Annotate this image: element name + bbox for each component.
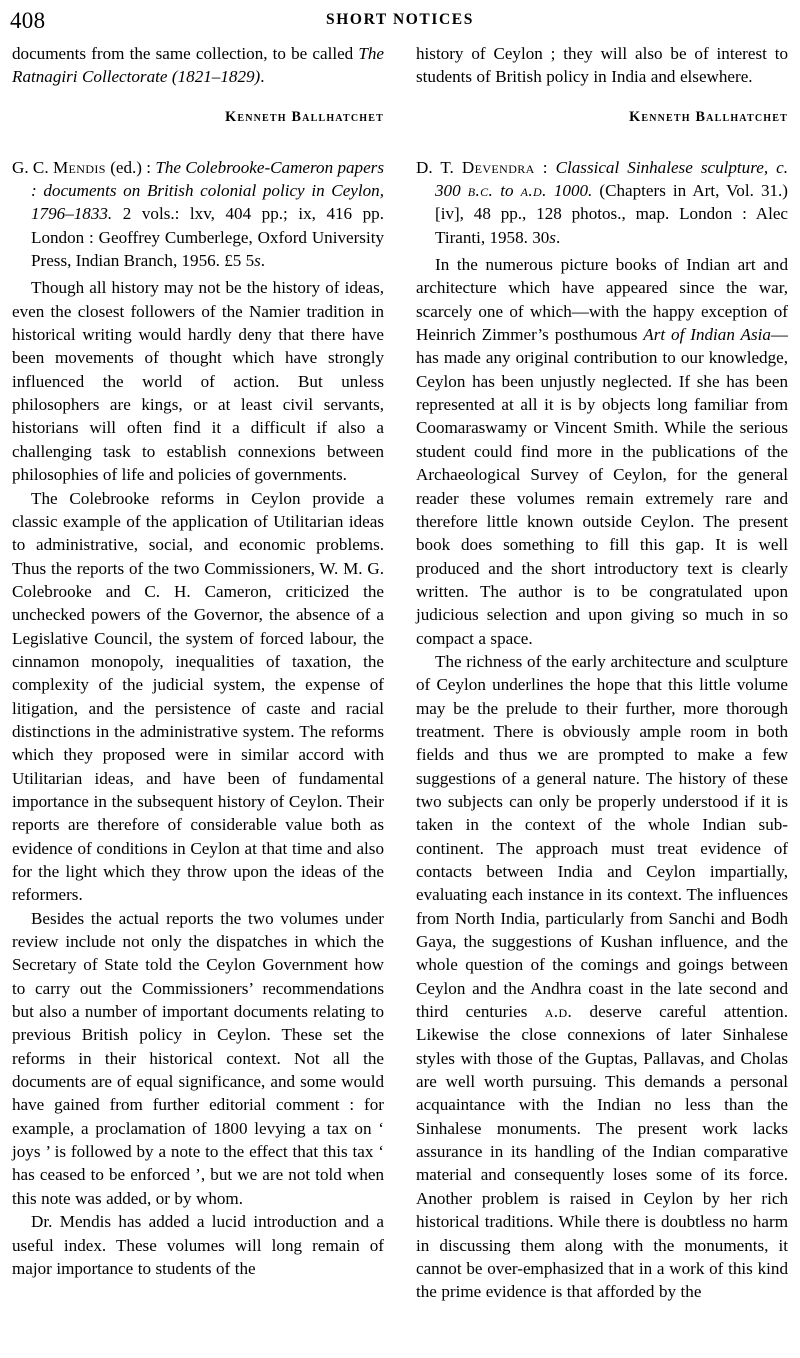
right-entry-imprint-end: .	[555, 227, 561, 247]
right-p2-era-ad: a.d.	[544, 1002, 573, 1022]
continued-tail: .	[260, 67, 265, 87]
right-paragraph-2	[416, 650, 788, 1304]
two-column-body	[12, 42, 788, 1304]
left-signature: Kenneth Ballhatchet	[225, 108, 384, 125]
right-continued-paragraph: history of Ceylon ; they will also be of interest to students of British policy in India and elsewhere.	[416, 44, 788, 87]
left-entry-price-unit: s	[254, 251, 261, 271]
right-author-initials: D. T.	[416, 157, 462, 177]
right-column	[416, 42, 788, 1304]
right-entry-title-part2: to	[493, 181, 521, 201]
left-paragraph-3: Besides the actual reports the two volumes under review include not only the dispatches in which the Secretary of State told the Ceylon Government how to carry out the Commissioners’ recommendations but also a number of important documents relating to previous British policy in Ceylon. These set the reforms in their historical context. Not all the documents are of equal significance, and some would have gained from further editorial comment : for example, a proclamation of 1800 levying a tax on ‘ joys ’ is followed by a note to the effect that this tax ‘ has ceased to be enforced ’, but we are not told when this note was added, or by whom.	[12, 908, 384, 1208]
continued-italic-title: The Ratnagiri Collectorate (1821–1829)	[12, 44, 384, 87]
left-paragraph-4: Dr. Mendis has added a lucid introduction and a useful index. These volumes will long remain of major importance to students of the	[12, 1212, 384, 1278]
right-entry-title-part3: 1000.	[546, 181, 593, 201]
right-entry-era-ad: a.d.	[520, 181, 547, 201]
left-continued-paragraph	[12, 42, 384, 89]
left-entry-heading	[12, 156, 384, 273]
right-paragraph-1	[416, 253, 788, 650]
right-p2-part1: The richness of the early architecture and sculpture of Ceylon underlines the hope that this little volume may be the prelude to their further, more thorough treatment. There is obviously ample room in both fields and thus we are prompted to make a few suggestions of a general nature. The history of these two subjects can only be properly understood if it is taken in the context of the whole Indian sub-continent. The approach must treat evidence of contacts between India and Ceylon impartially, evaluating each instance in its context. The influences from North India, particularly from Sanchi and Bodh Gaya, the suggestions of Kushan influence, and the whole question of the comings and goings between Ceylon and the Andhra coast in the late second and third centuries	[416, 651, 788, 1022]
right-entry-heading	[416, 156, 788, 249]
left-entry-imprint-end: .	[260, 251, 266, 271]
left-entry-title: The Colebrooke-Cameron papers : documents on British colonial policy in Ceylon, 1796–1833.	[31, 157, 384, 224]
left-author-surname: Mendis	[52, 157, 106, 177]
left-entry-role: (ed.) :	[105, 157, 156, 177]
left-column	[12, 42, 384, 1304]
right-p2-part2: deserve careful attention. Likewise the close connexions of later Sinhalese styles with those of the Guptas, Pallavas, and Cholas are well worth pursuing. This demands a personal acquaintance with the Indian no less than the Sinhalese monuments. The present work lacks assurance in its handling of the Indian comparative material and consequently loses some of its force. Another problem is raised in Ceylon by her rich historical traditions. While there is doubtless no harm in discussing them along with the monuments, it cannot be over-emphasized that in a work of this kind the prime evidence is that afforded by the	[416, 1002, 788, 1302]
running-head-title: SHORT NOTICES	[326, 11, 474, 28]
running-head	[10, 8, 790, 36]
right-entry-imprint: (Chapters in Art, Vol. 31.) [iv], 48 pp., 128 photos., map. London : Alec Tiranti, 1958. 30	[435, 181, 788, 247]
right-p1-part2: —has made any original contribution to our knowledge, Ceylon has been unjustly neglected. If she has been represented at all it is by objects long familiar from Coomaraswamy or Vincent Smith. While the serious student could find more in the publications of the Archaeological Survey of Ceylon, for the general reader these volumes remain extremely rare and therefore little known outside Ceylon. The present book does something to fill this gap. It is well produced and the short introductory text is clearly written. The author is to be congratulated upon judicious selection and upon giving so much in so compact a space.	[416, 325, 788, 648]
page-number: 408	[10, 8, 46, 33]
left-paragraph-1: Though all history may not be the history of ideas, even the closest followers of the Namier tradition in historical writing would hardly deny that there have been movements of thought which have strongly influenced the world of action. But unless philosophers are kings, or at least civil servants, historians will often find it a difficult if also a challenging task to establish connexions between philosophies of life and policies of governments.	[12, 278, 384, 485]
right-signature: Kenneth Ballhatchet	[629, 108, 788, 125]
continued-text: documents from the same collection, to be called	[12, 44, 359, 63]
right-p1-part1: In the numerous picture books of Indian art and architecture which have appeared since the war, scarcely one of which—with the happy exception of Heinrich Zimmer’s posthumous	[416, 255, 788, 345]
right-entry-title-part1: Classical Sinhalese sculpture, c. 300	[435, 157, 789, 201]
left-entry-imprint: 2 vols.: lxv, 404 pp.; ix, 416 pp. London : Geoffrey Cumberlege, Oxford University Press, Indian Branch, 1956. £5 5	[31, 204, 384, 271]
left-author-initials: G. C.	[12, 157, 53, 177]
right-author-surname: Devendra	[461, 157, 535, 177]
left-paragraph-2: The Colebrooke reforms in Ceylon provide a classic example of the application of Utilitarian ideas to administrative, social, and economic problems. Thus the reports of the two Commissioners, W. M. G. Colebrooke and C. H. Cameron, criticized the unchecked powers of the Governor, the absence of a Legislative Council, the system of forced labour, the cinnamon monopoly, inequalities of taxation, the complexity of the judicial system, the expense of litigation, and the persistence of caste and racial distinctions in the administrative system. The reforms which they proposed were in similar accord with Utilitarian ideas, and have been of fundamental importance in the subsequent history of Ceylon. Their reports are therefore of considerable value both as evidence of conditions in Ceylon at that time and also for the light which they throw upon the ideas of the reformers.	[12, 488, 384, 905]
right-p1-italic-title: Art of Indian Asia	[643, 325, 771, 345]
right-entry-price-unit: s	[549, 227, 556, 247]
right-entry-role: :	[534, 157, 556, 177]
right-entry-era-bc: b.c.	[467, 181, 494, 201]
